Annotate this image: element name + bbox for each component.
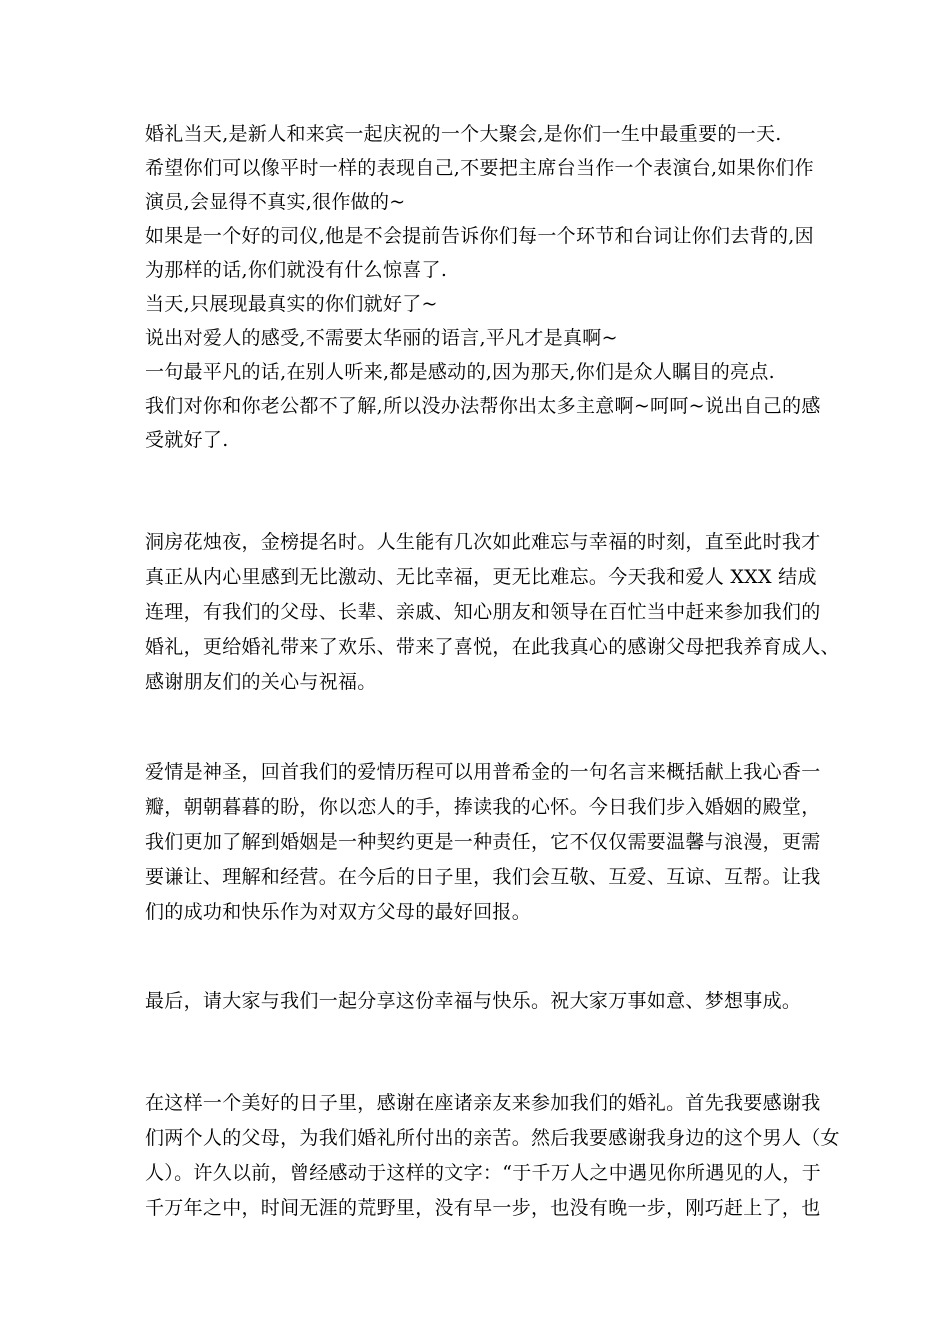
text-line: 我们对你和你老公都不了解,所以没办法帮你出太多主意啊~呵呵~说出自己的感 — [145, 395, 821, 417]
text-line: 瓣，朝朝暮暮的盼，你以恋人的手，捧读我的心怀。今日我们步入婚姻的殿堂， — [145, 796, 821, 818]
text-line: 真正从内心里感到无比激动、无比幸福，更无比难忘。今天我和爱人 XXX 结成 — [145, 566, 817, 588]
text-line: 要谦让、理解和经营。在今后的日子里，我们会互敬、互爱、互谅、互帮。让我 — [145, 866, 821, 888]
text-line: 如果是一个好的司仪,他是不会提前告诉你们每一个环节和台词让你们去背的,因 — [145, 225, 814, 247]
text-line: 洞房花烛夜，金榜提名时。人生能有几次如此难忘与幸福的时刻，直至此时我才 — [145, 531, 821, 553]
text-line: 连理，有我们的父母、长辈、亲戚、知心朋友和领导在百忙当中赶来参加我们的 — [145, 601, 821, 623]
text-line: 说出对爱人的感受,不需要太华丽的语言,平凡才是真啊~ — [145, 327, 618, 349]
text-line: 最后，请大家与我们一起分享这份幸福与快乐。祝大家万事如意、梦想事成。 — [145, 990, 802, 1012]
text-line: 们的成功和快乐作为对双方父母的最好回报。 — [145, 901, 532, 923]
text-line: 我们更加了解到婚姻是一种契约更是一种责任，它不仅仅需要温馨与浪漫，更需 — [145, 831, 821, 853]
text-line: 人）。许久以前，曾经感动于这样的文字：“于千万人之中遇见你所遇见的人，于 — [145, 1162, 822, 1184]
text-line: 为那样的话,你们就没有什么惊喜了. — [145, 259, 448, 281]
paragraph-3 — [145, 755, 821, 930]
text-line: 演员,会显得不真实,很作做的~ — [145, 191, 406, 213]
text-line: 爱情是神圣，回首我们的爱情历程可以用普希金的一句名言来概括献上我心香一 — [145, 761, 821, 783]
text-line: 当天,只展现最真实的你们就好了~ — [145, 293, 438, 315]
paragraph-2 — [145, 525, 840, 700]
paragraph-1 — [145, 117, 821, 457]
text-line: 婚礼当天,是新人和来宾一起庆祝的一个大聚会,是你们一生中最重要的一天. — [145, 123, 782, 145]
text-line: 希望你们可以像平时一样的表现自己,不要把主席台当作一个表演台,如果你们作 — [145, 157, 814, 179]
text-line: 婚礼，更给婚礼带来了欢乐、带来了喜悦，在此我真心的感谢父母把我养育成人、 — [145, 636, 840, 658]
text-line: 受就好了. — [145, 429, 229, 451]
text-line: 感谢朋友们的关心与祝福。 — [145, 671, 377, 693]
text-line: 在这样一个美好的日子里，感谢在座诸亲友来参加我们的婚礼。首先我要感谢我 — [145, 1092, 821, 1114]
text-line: 一句最平凡的话,在别人听来,都是感动的,因为那天,你们是众人瞩目的亮点. — [145, 361, 775, 383]
text-line: 千万年之中，时间无涯的荒野里，没有早一步，也没有晚一步，刚巧赶上了，也 — [145, 1197, 821, 1219]
paragraph-5 — [145, 1086, 840, 1226]
paragraph-4 — [145, 984, 810, 1019]
text-line: 们两个人的父母，为我们婚礼所付出的亲苦。然后我要感谢我身边的这个男人（女 — [145, 1127, 840, 1149]
